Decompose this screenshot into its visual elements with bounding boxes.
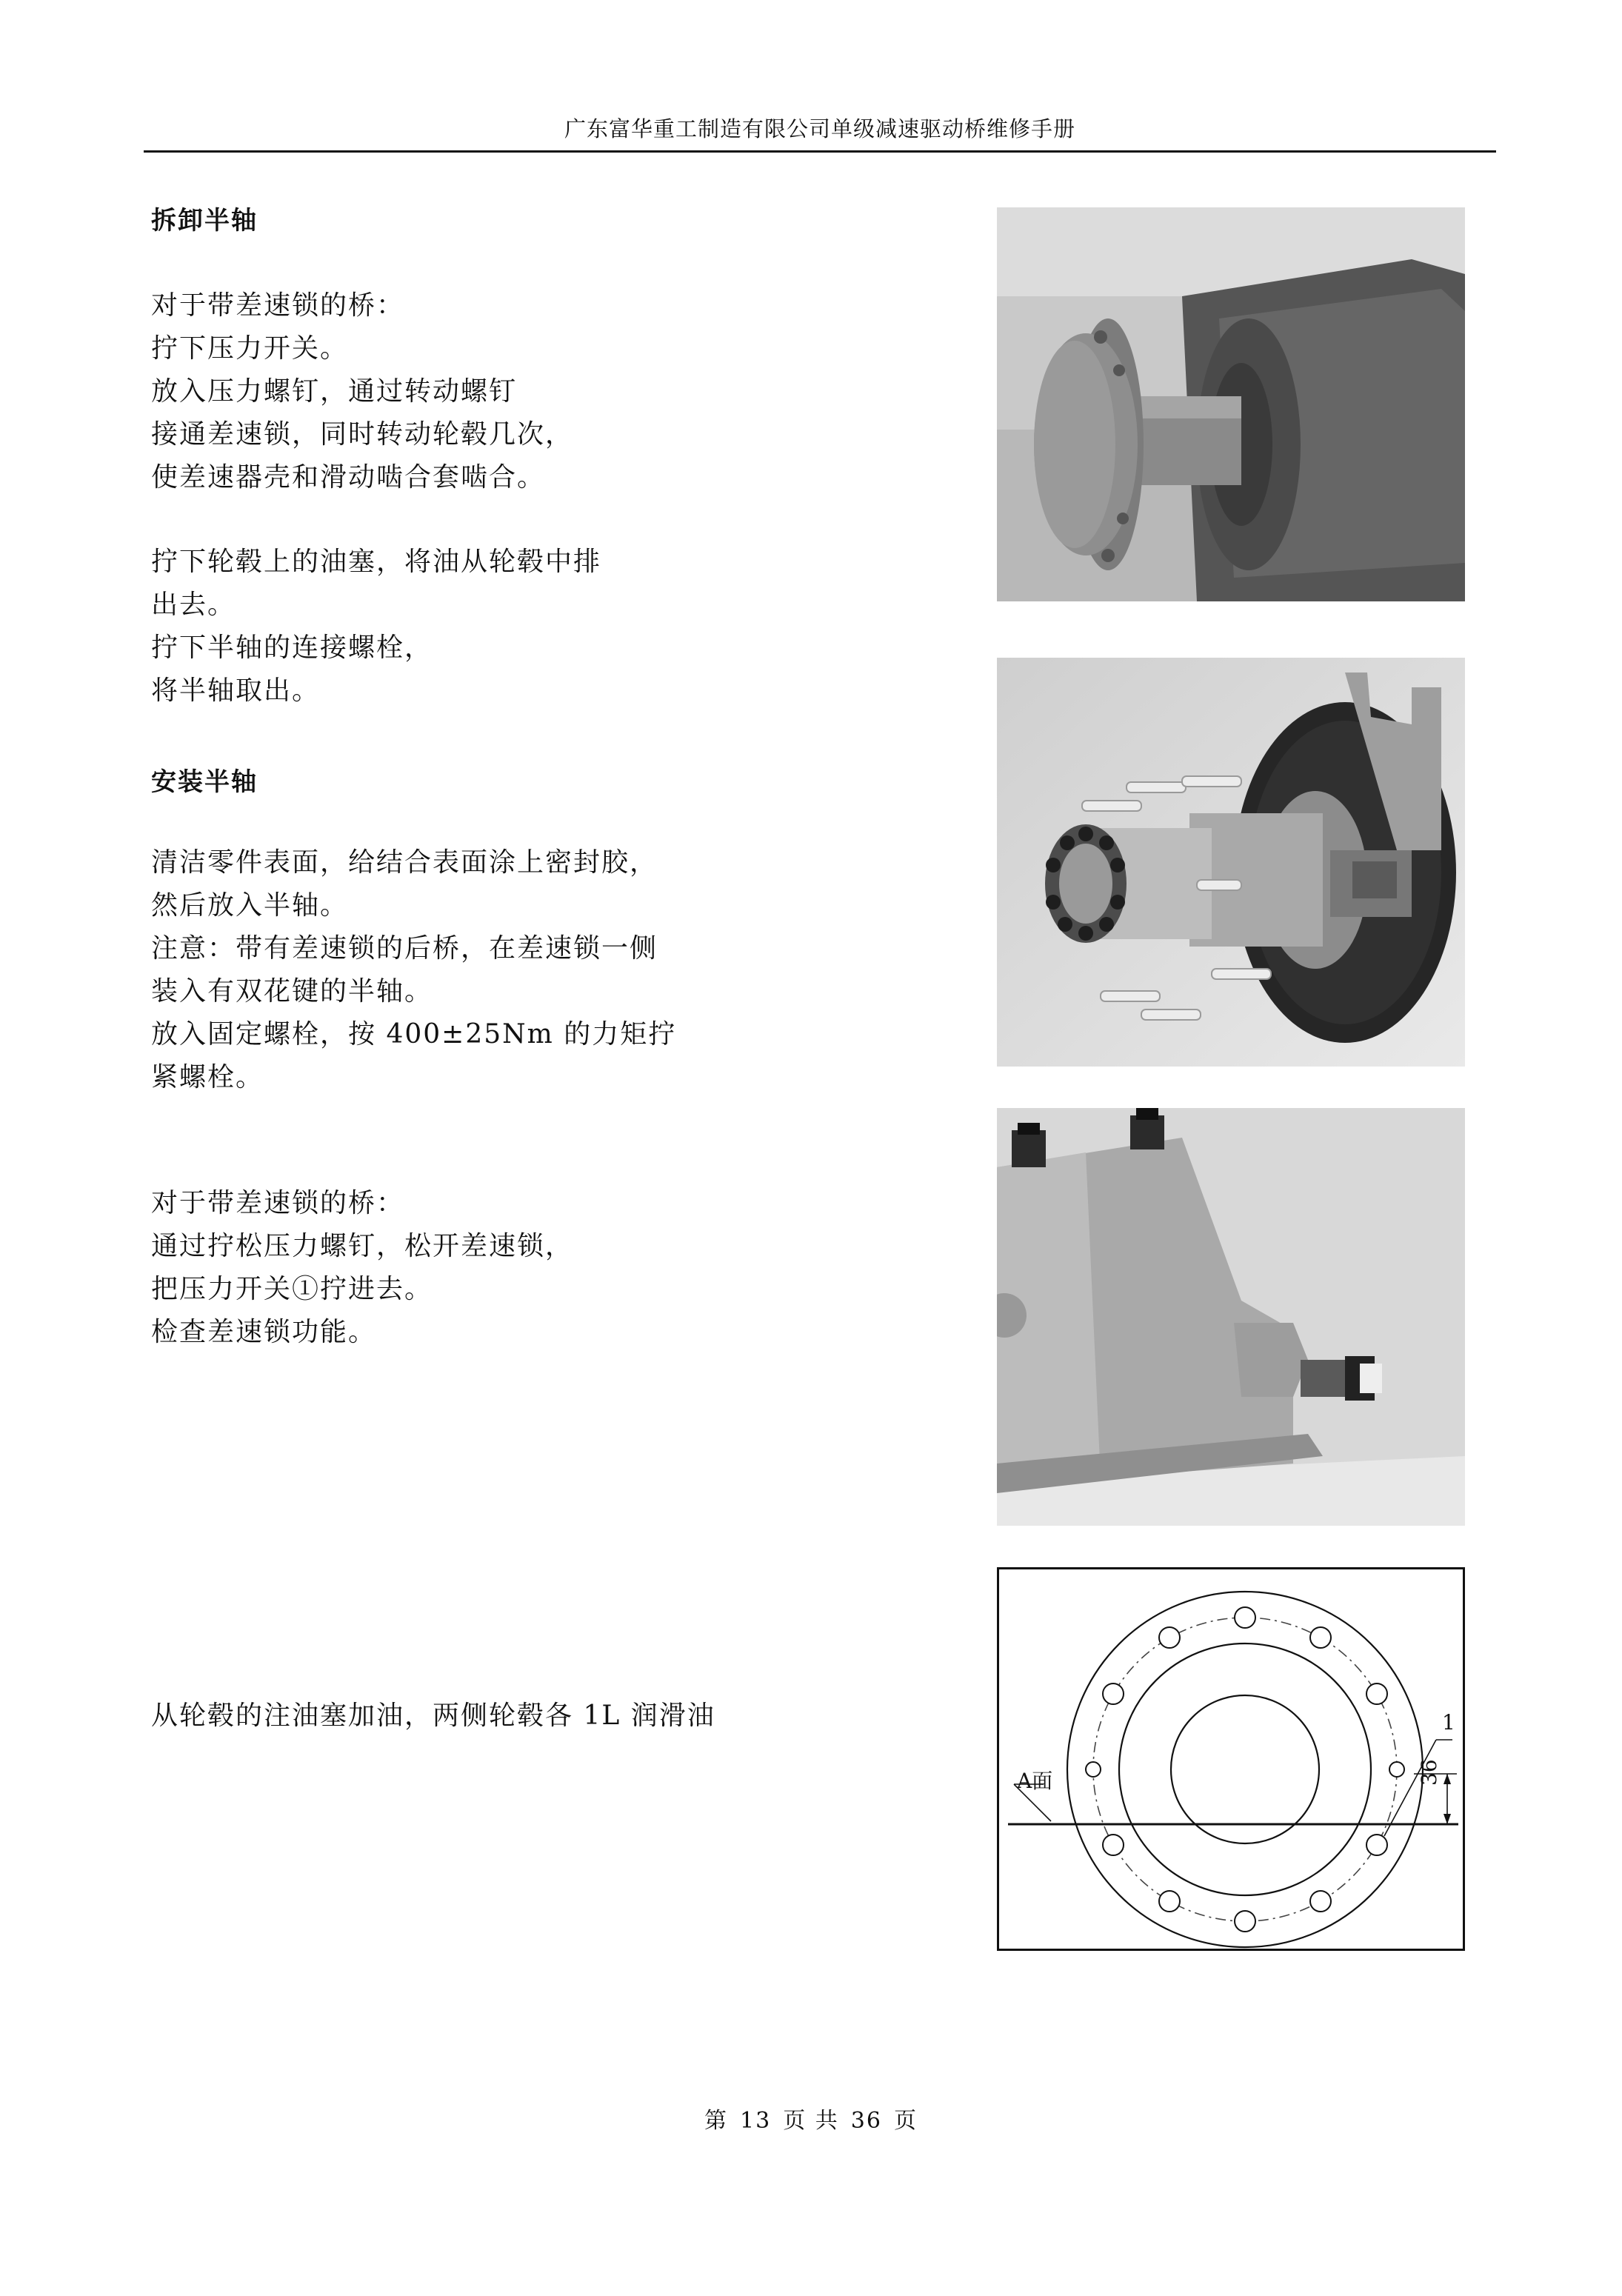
install-paragraph-3 xyxy=(151,1695,715,1738)
text-line: 接通差速锁，同时转动轮毂几次， xyxy=(151,419,574,450)
heading-install-half-shaft: 安装半轴 xyxy=(151,767,258,797)
drawing-hub-flange-oil-plug xyxy=(997,1567,1465,1951)
header-rule xyxy=(144,150,1496,153)
text-line: 拧下轮毂上的油塞，将油从轮毂中排 xyxy=(151,547,602,577)
text-line: 然后放入半轴。 xyxy=(151,890,349,921)
text-line: 拧下压力开关。 xyxy=(151,333,349,364)
footer-suffix: 页 xyxy=(893,2108,918,2134)
page-footer xyxy=(0,2102,1622,2135)
text-line: 从轮毂的注油塞加油，两侧轮毂各 1L 润滑油 xyxy=(151,1701,715,1731)
text-line: 紧螺栓。 xyxy=(151,1062,264,1092)
render-diff-lock-pressure-switch xyxy=(997,1108,1465,1526)
text-line: 清洁零件表面，给结合表面涂上密封胶， xyxy=(151,847,658,878)
text-line: 装入有双花键的半轴。 xyxy=(151,976,433,1007)
text-line: 对于带差速锁的桥： xyxy=(151,1188,405,1218)
text-line: 将半轴取出。 xyxy=(151,675,321,706)
install-paragraph-1 xyxy=(151,841,676,1099)
label-a-face: A面 xyxy=(1017,1769,1053,1793)
dimension-36: 36 xyxy=(1417,1759,1441,1786)
footer-page-number: 13 xyxy=(740,2108,772,2134)
text-line: 检查差速锁功能。 xyxy=(151,1317,377,1347)
text-line: 放入固定螺栓，按 400±25Nm 的力矩拧 xyxy=(151,1019,677,1049)
text-line: 出去。 xyxy=(151,590,236,620)
photo-half-shaft-removal xyxy=(997,207,1465,601)
text-line: 通过拧松压力螺钉，松开差速锁， xyxy=(151,1231,574,1261)
text-line: 注意：带有差速锁的后桥，在差速锁一侧 xyxy=(151,933,658,964)
label-callout-1: 1 xyxy=(1442,1710,1455,1735)
footer-prefix: 第 xyxy=(704,2108,729,2134)
heading-remove-half-shaft: 拆卸半轴 xyxy=(151,206,258,236)
text-line: 拧下半轴的连接螺栓， xyxy=(151,633,433,663)
text-line: 使差速器壳和滑动啮合套啮合。 xyxy=(151,462,546,493)
remove-paragraph-1 xyxy=(151,284,573,499)
text-line: 对于带差速锁的桥： xyxy=(151,290,405,321)
install-paragraph-2 xyxy=(151,1182,573,1354)
footer-mid: 页 共 xyxy=(783,2108,839,2134)
remove-paragraph-2 xyxy=(151,541,601,713)
text-line: 把压力开关①拧进去。 xyxy=(151,1274,433,1304)
page-header: 广东富华重工制造有限公司单级减速驱动桥维修手册 xyxy=(564,116,1075,141)
render-hub-brake-assembly xyxy=(997,658,1465,1067)
text-line: 放入压力螺钉，通过转动螺钉 xyxy=(151,376,518,407)
footer-total-pages: 36 xyxy=(850,2108,882,2134)
